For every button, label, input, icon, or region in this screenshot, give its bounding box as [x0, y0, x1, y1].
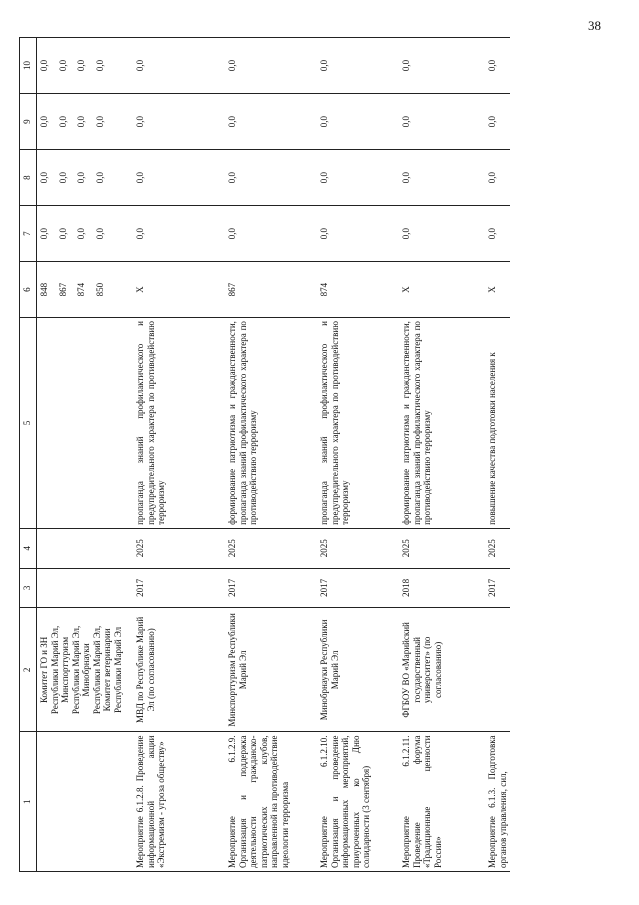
- code-cell: Х: [133, 262, 225, 318]
- col-header-2: 2: [20, 608, 37, 732]
- value-cell-9: 0,0: [317, 94, 399, 150]
- code-cell: 848 867 874 850: [37, 262, 126, 318]
- value-cell-10: 0,0: [399, 38, 485, 94]
- code-cell: Х: [485, 262, 510, 318]
- spacer-row: [125, 38, 133, 872]
- result-cell: формирование патриотизма и гражданственности, пропаганда знаний профилактического характера по противодействию терроризму: [399, 318, 485, 529]
- executor-line: Республики Марий Эл,: [91, 625, 102, 715]
- value-cell-8: 0,0 0,0 0,0 0,0: [37, 150, 126, 206]
- value-cell-9: 0,0: [133, 94, 225, 150]
- value-cell-9: 0,0 0,0 0,0 0,0: [37, 94, 126, 150]
- value-cell-9: 0,0: [399, 94, 485, 150]
- start-year-cell: 2017: [317, 568, 399, 608]
- value-cell-10: 0,0: [317, 38, 399, 94]
- value-cell-10: 0,0: [133, 38, 225, 94]
- rotated-page: [19, 37, 614, 872]
- value-cell-8: 0,0: [485, 150, 510, 206]
- value-cell-7: 0,0: [225, 206, 317, 262]
- end-year-cell: [37, 528, 126, 568]
- result-cell: формирование патриотизма и гражданственности, пропаганда знаний профилактического характера по противодействию терроризму: [225, 318, 317, 529]
- col-header-1: 1: [20, 732, 37, 872]
- value-cell-8: 0,0: [317, 150, 399, 206]
- col-header-8: 8: [20, 150, 37, 206]
- value-cell-10: 0,0 0,0 0,0 0,0: [37, 38, 126, 94]
- value-cell-7: 0,0: [485, 206, 510, 262]
- col-header-4: 4: [20, 528, 37, 568]
- activity-cell: Мероприятие 6.1.2.8. Проведение информационной акции «Экстремизм - угроза обществу»: [133, 732, 225, 872]
- activity-cell: Мероприятие 6.1.2.9. Организация и поддержка деятельности гражданско-патриотических клубов, направленной на противодействие идеологии терроризма: [225, 732, 317, 872]
- value-cell-10: 0,0: [225, 38, 317, 94]
- executor-line: Минспорттуризм: [60, 636, 70, 703]
- table-row: [133, 38, 225, 872]
- start-year-cell: 2017: [133, 568, 225, 608]
- executor-line: Минобрнауки: [81, 643, 91, 697]
- code-cell: Х: [399, 262, 485, 318]
- start-year-cell: 2017: [485, 568, 510, 608]
- start-year-cell: 2017: [225, 568, 317, 608]
- end-year-cell: 2025: [317, 528, 399, 568]
- value-cell-7: 0,0: [133, 206, 225, 262]
- table-row: [225, 38, 317, 872]
- value-cell-8: 0,0: [133, 150, 225, 206]
- value-cell-8: 0,0: [225, 150, 317, 206]
- activity-cell: Мероприятие 6.1.2.10. Организация и проведение информационных мероприятий, приуроченных ко Дню солидарности (3 сентября): [317, 732, 399, 872]
- start-year-cell: [37, 568, 126, 608]
- table-row: [317, 38, 399, 872]
- value-cell-7: 0,0 0,0 0,0 0,0: [37, 206, 126, 262]
- executor-line: Республики Марий Эл: [112, 626, 123, 713]
- executor-cell: ФГБОУ ВО «Марийский государственный университет» (по согласованию): [399, 608, 485, 732]
- table-row: [399, 38, 485, 872]
- executor-cell: Минспорттуризм Республики Марий Эл: [225, 608, 317, 732]
- result-cell: повышение качества подготовки населения к: [485, 318, 510, 529]
- result-cell: [37, 318, 126, 529]
- value-cell-9: 0,0: [485, 94, 510, 150]
- page-number: 38: [588, 18, 601, 33]
- executor-line: Республики Марий Эл,: [49, 625, 60, 715]
- col-header-6: 6: [20, 262, 37, 318]
- end-year-cell: 2025: [133, 528, 225, 568]
- end-year-cell: 2025: [485, 528, 510, 568]
- activity-cell: Мероприятие 6.1.3. Подготовка органов управления, сил,: [485, 732, 510, 872]
- executor-line: Республики Марий Эл,: [70, 625, 81, 715]
- code-cell: 867: [225, 262, 317, 318]
- executor-cell: МВД по Республике Марий Эл (по согласованию): [133, 608, 225, 732]
- value-cell-8: 0,0: [399, 150, 485, 206]
- program-table: [19, 37, 510, 872]
- table-row: [37, 38, 126, 872]
- value-cell-10: 0,0: [485, 38, 510, 94]
- col-header-7: 7: [20, 206, 37, 262]
- value-cell-7: 0,0: [399, 206, 485, 262]
- code-cell: 874: [317, 262, 399, 318]
- col-header-10: 10: [20, 38, 37, 94]
- end-year-cell: 2025: [225, 528, 317, 568]
- col-header-9: 9: [20, 94, 37, 150]
- table-row: [485, 38, 510, 872]
- executor-line: Комитет ветеринарии: [102, 628, 112, 712]
- executor-line: Комитет ГО и ЗН: [39, 636, 49, 704]
- value-cell-7: 0,0: [317, 206, 399, 262]
- activity-cell: [37, 732, 126, 872]
- result-cell: пропаганда знаний профилактического и предупредительного характера по противодействию терроризму: [133, 318, 225, 529]
- activity-cell: Мероприятие 6.1.2.11. Проведение форума «Традиционные ценности России»: [399, 732, 485, 872]
- value-cell-9: 0,0: [225, 94, 317, 150]
- end-year-cell: 2025: [399, 528, 485, 568]
- column-number-row: [20, 38, 37, 872]
- col-header-5: 5: [20, 318, 37, 529]
- start-year-cell: 2018: [399, 568, 485, 608]
- col-header-3: 3: [20, 568, 37, 608]
- executor-cell: [485, 608, 510, 732]
- executor-cell: [37, 608, 126, 732]
- result-cell: пропаганда знаний профилактического и предупредительного характера по противодействию терроризму: [317, 318, 399, 529]
- executor-cell: Минобрнауки Республики Марий Эл: [317, 608, 399, 732]
